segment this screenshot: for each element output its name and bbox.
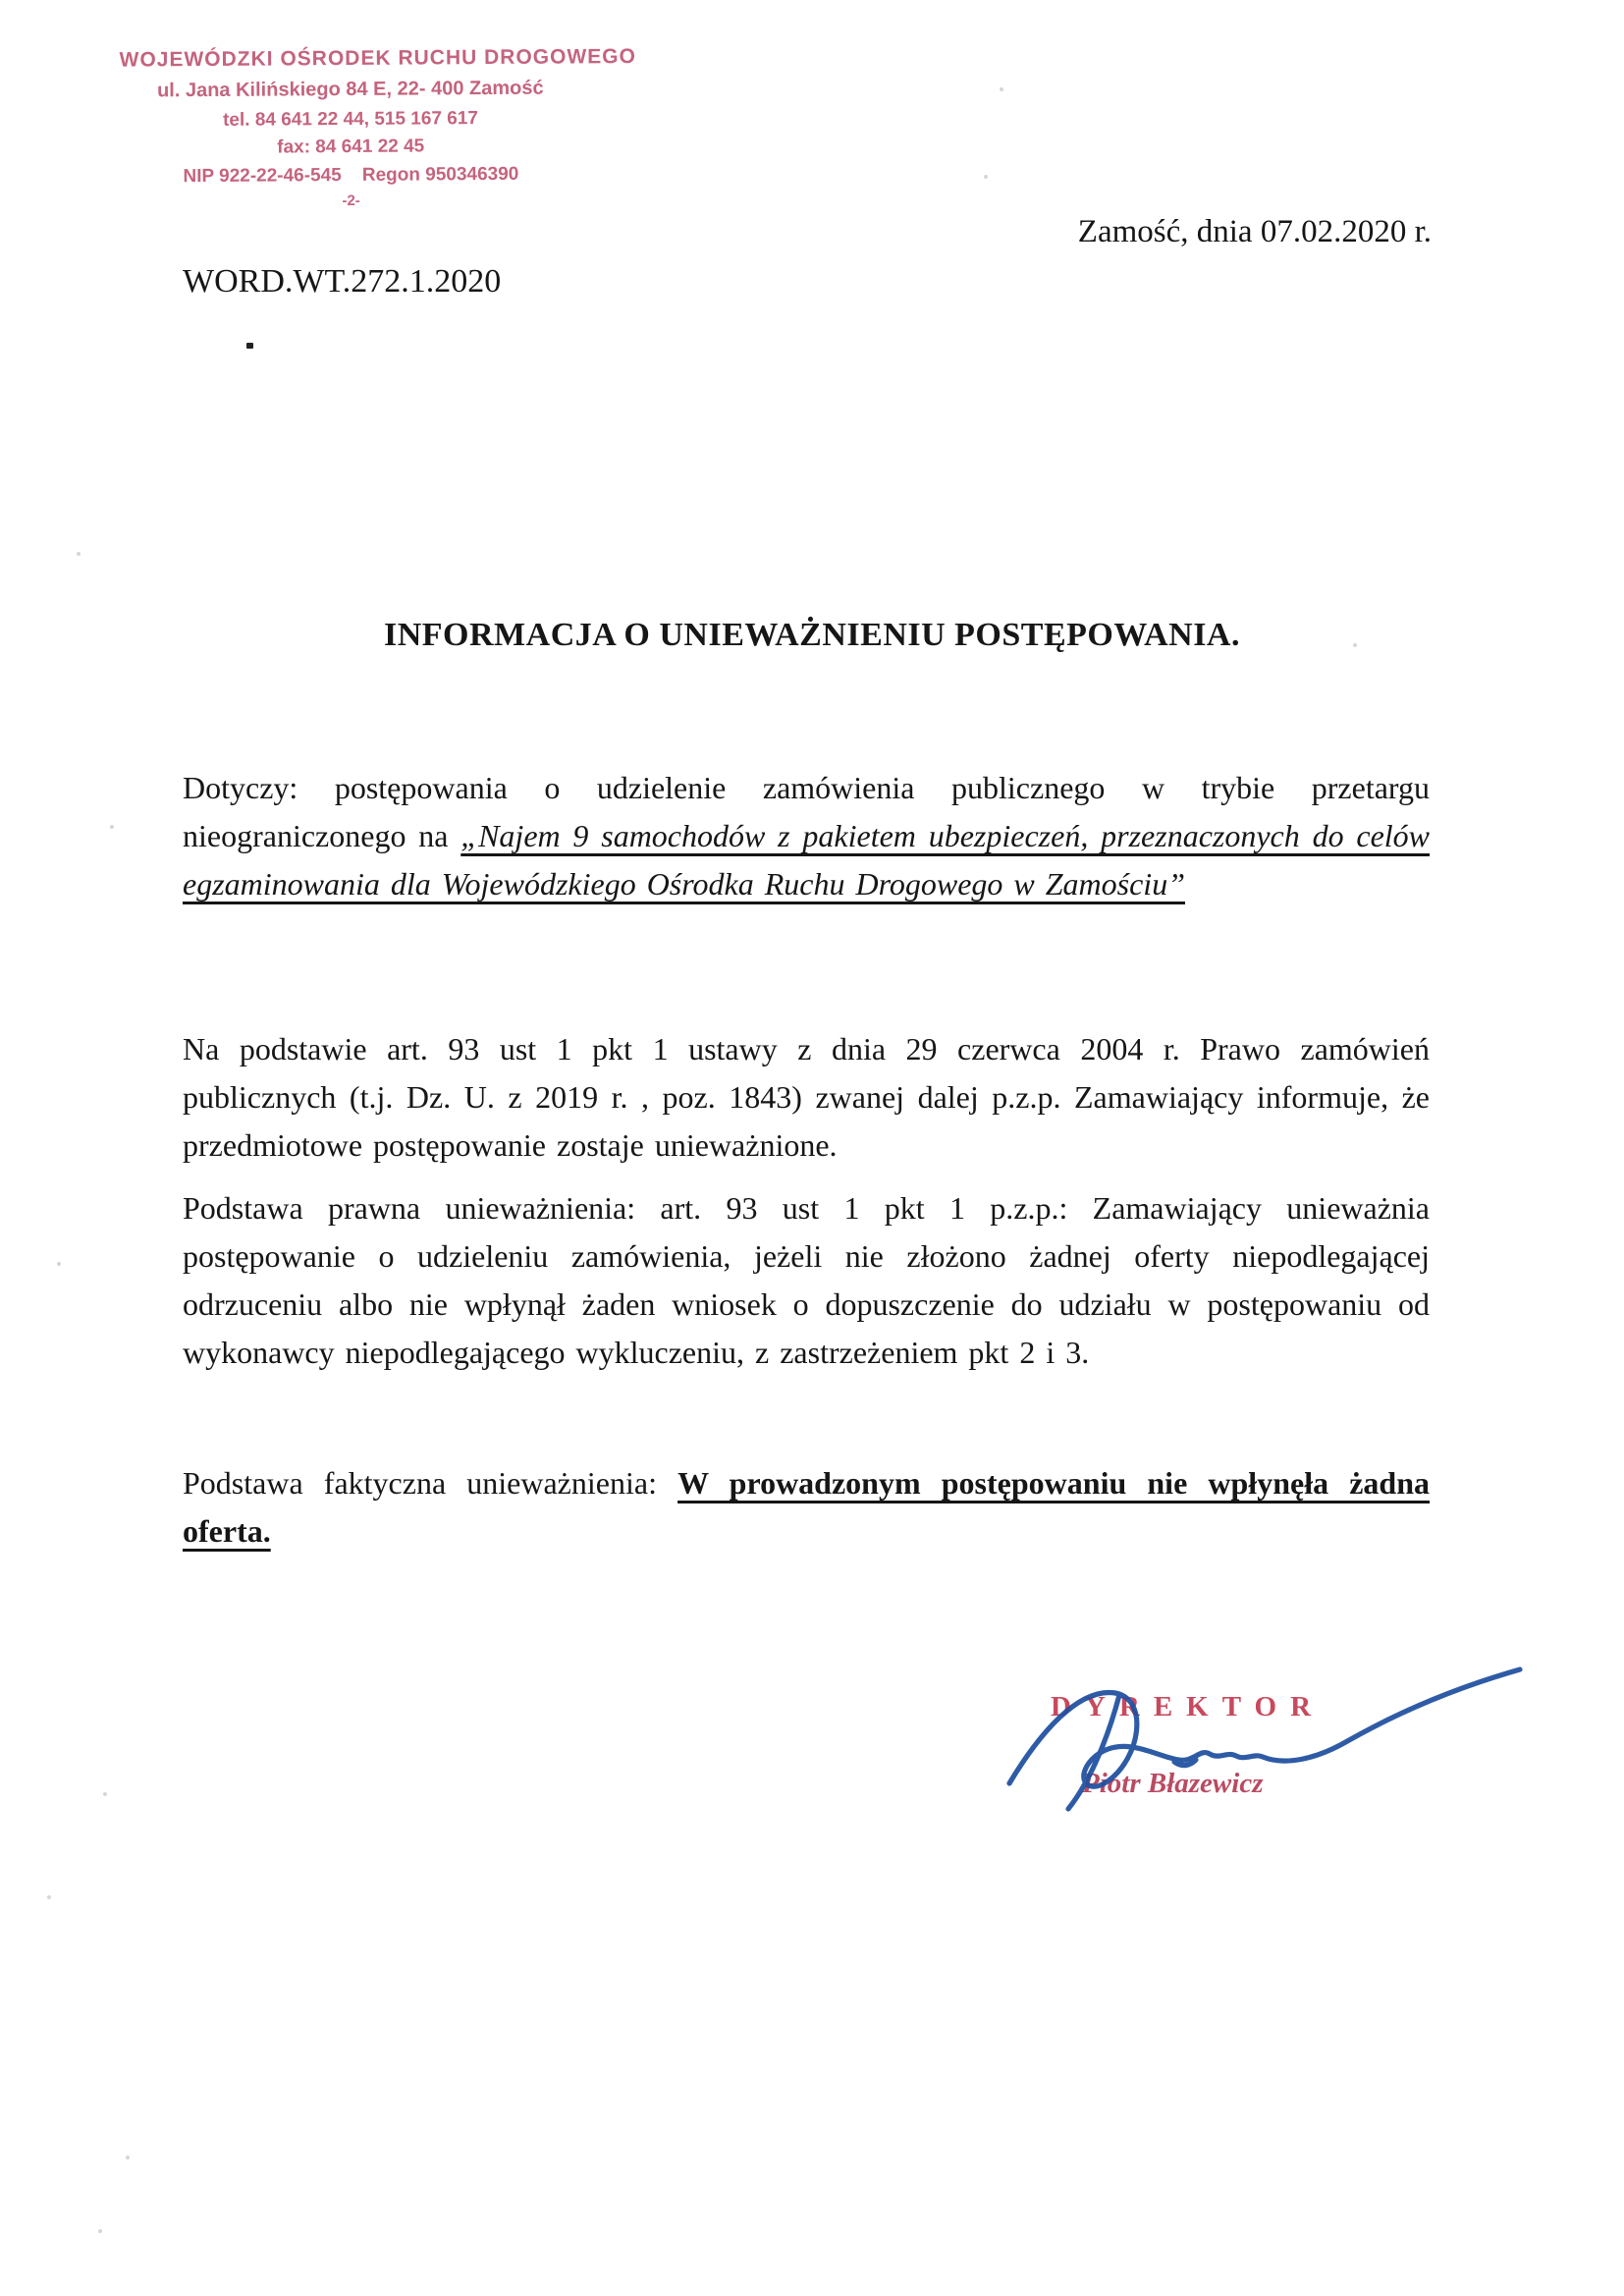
scan-speck <box>47 1895 51 1899</box>
org-stamp-nip-regon: NIP 922-22-46-545 Regon 950346390 <box>183 163 519 188</box>
place-and-date: Zamość, dnia 07.02.2020 r. <box>1077 214 1432 249</box>
signature-block <box>982 1658 1532 1834</box>
scan-speck <box>77 552 81 556</box>
scan-speck <box>110 825 114 829</box>
factual-prefix-text: Podstawa faktyczna unieważnienia: <box>183 1465 678 1501</box>
organization-stamp <box>119 41 637 210</box>
org-stamp-address: ul. Jana Kilińskiego 84 E, 22- 400 Zamość <box>156 77 544 102</box>
scan-speck <box>984 175 988 179</box>
paragraph-legal-intro: Na podstawie art. 93 ust 1 pkt 1 ustawy z dnia 29 czerwca 2004 r. Prawo zamówień publicznych (t.j. Dz. U. z 2019 r. , poz. 1843) zwanej dalej p.z.p. Zamawiający informuje, że przedmiotowe postępowanie zostaje unieważnione. <box>183 1031 1430 1163</box>
paragraph-factual-basis <box>183 1459 1430 1556</box>
scan-speck <box>1000 87 1003 91</box>
scan-speck <box>1353 643 1357 647</box>
org-stamp-fax: fax: 84 641 22 45 <box>277 136 425 158</box>
subject-prefix-text: Dotyczy: postępowania o udzielenie zamówienia publicznego w trybie przetargu nieograniczonego na <box>183 770 1430 853</box>
org-stamp-phone: tel. 84 641 22 44, 515 167 617 <box>222 108 479 131</box>
org-stamp-page-mark: -2- <box>342 191 360 210</box>
paragraph-subject <box>183 764 1430 908</box>
ink-dot <box>246 343 253 349</box>
scan-speck <box>57 1262 61 1266</box>
scan-speck <box>126 2156 130 2159</box>
handwritten-signature <box>982 1658 1532 1834</box>
document-title: INFORMACJA O UNIEWAŻNIENIU POSTĘPOWANIA. <box>384 617 1240 653</box>
signer-name-stamp: Piotr Błazewicz <box>1082 1768 1264 1799</box>
subject-procurement-title: „Najem 9 samochodów z pakietem ubezpieczeń, przeznaczonych do celów egzaminowania dla Wojewódzkiego Ośrodka Ruchu Drogowego w Zamościu” <box>183 818 1431 902</box>
reference-number: WORD.WT.272.1.2020 <box>183 263 502 300</box>
org-stamp-name: WOJEWÓDZKI OŚRODEK RUCHU DROGOWEGO <box>119 44 637 72</box>
scan-speck <box>103 1792 107 1796</box>
factual-statement-text: W prowadzonym postępowaniu nie wpłynęła żadna oferta. <box>183 1465 1431 1549</box>
paragraph-legal-basis: Podstawa prawna unieważnienia: art. 93 ust 1 pkt 1 p.z.p.: Zamawiający unieważnia postępowanie o udzieleniu zamówienia, jeżeli nie złożono żadnej oferty niepodlegającej odrzuceniu albo nie wpłynął żaden wniosek o dopuszczenie do udziału w postępowaniu od wykonawcy niepodlegającego wykluczeniu, z zastrzeżeniem pkt 2 i 3. <box>183 1190 1430 1370</box>
scan-speck <box>98 2229 102 2233</box>
director-role-stamp: DYREKTOR <box>1051 1691 1326 1722</box>
